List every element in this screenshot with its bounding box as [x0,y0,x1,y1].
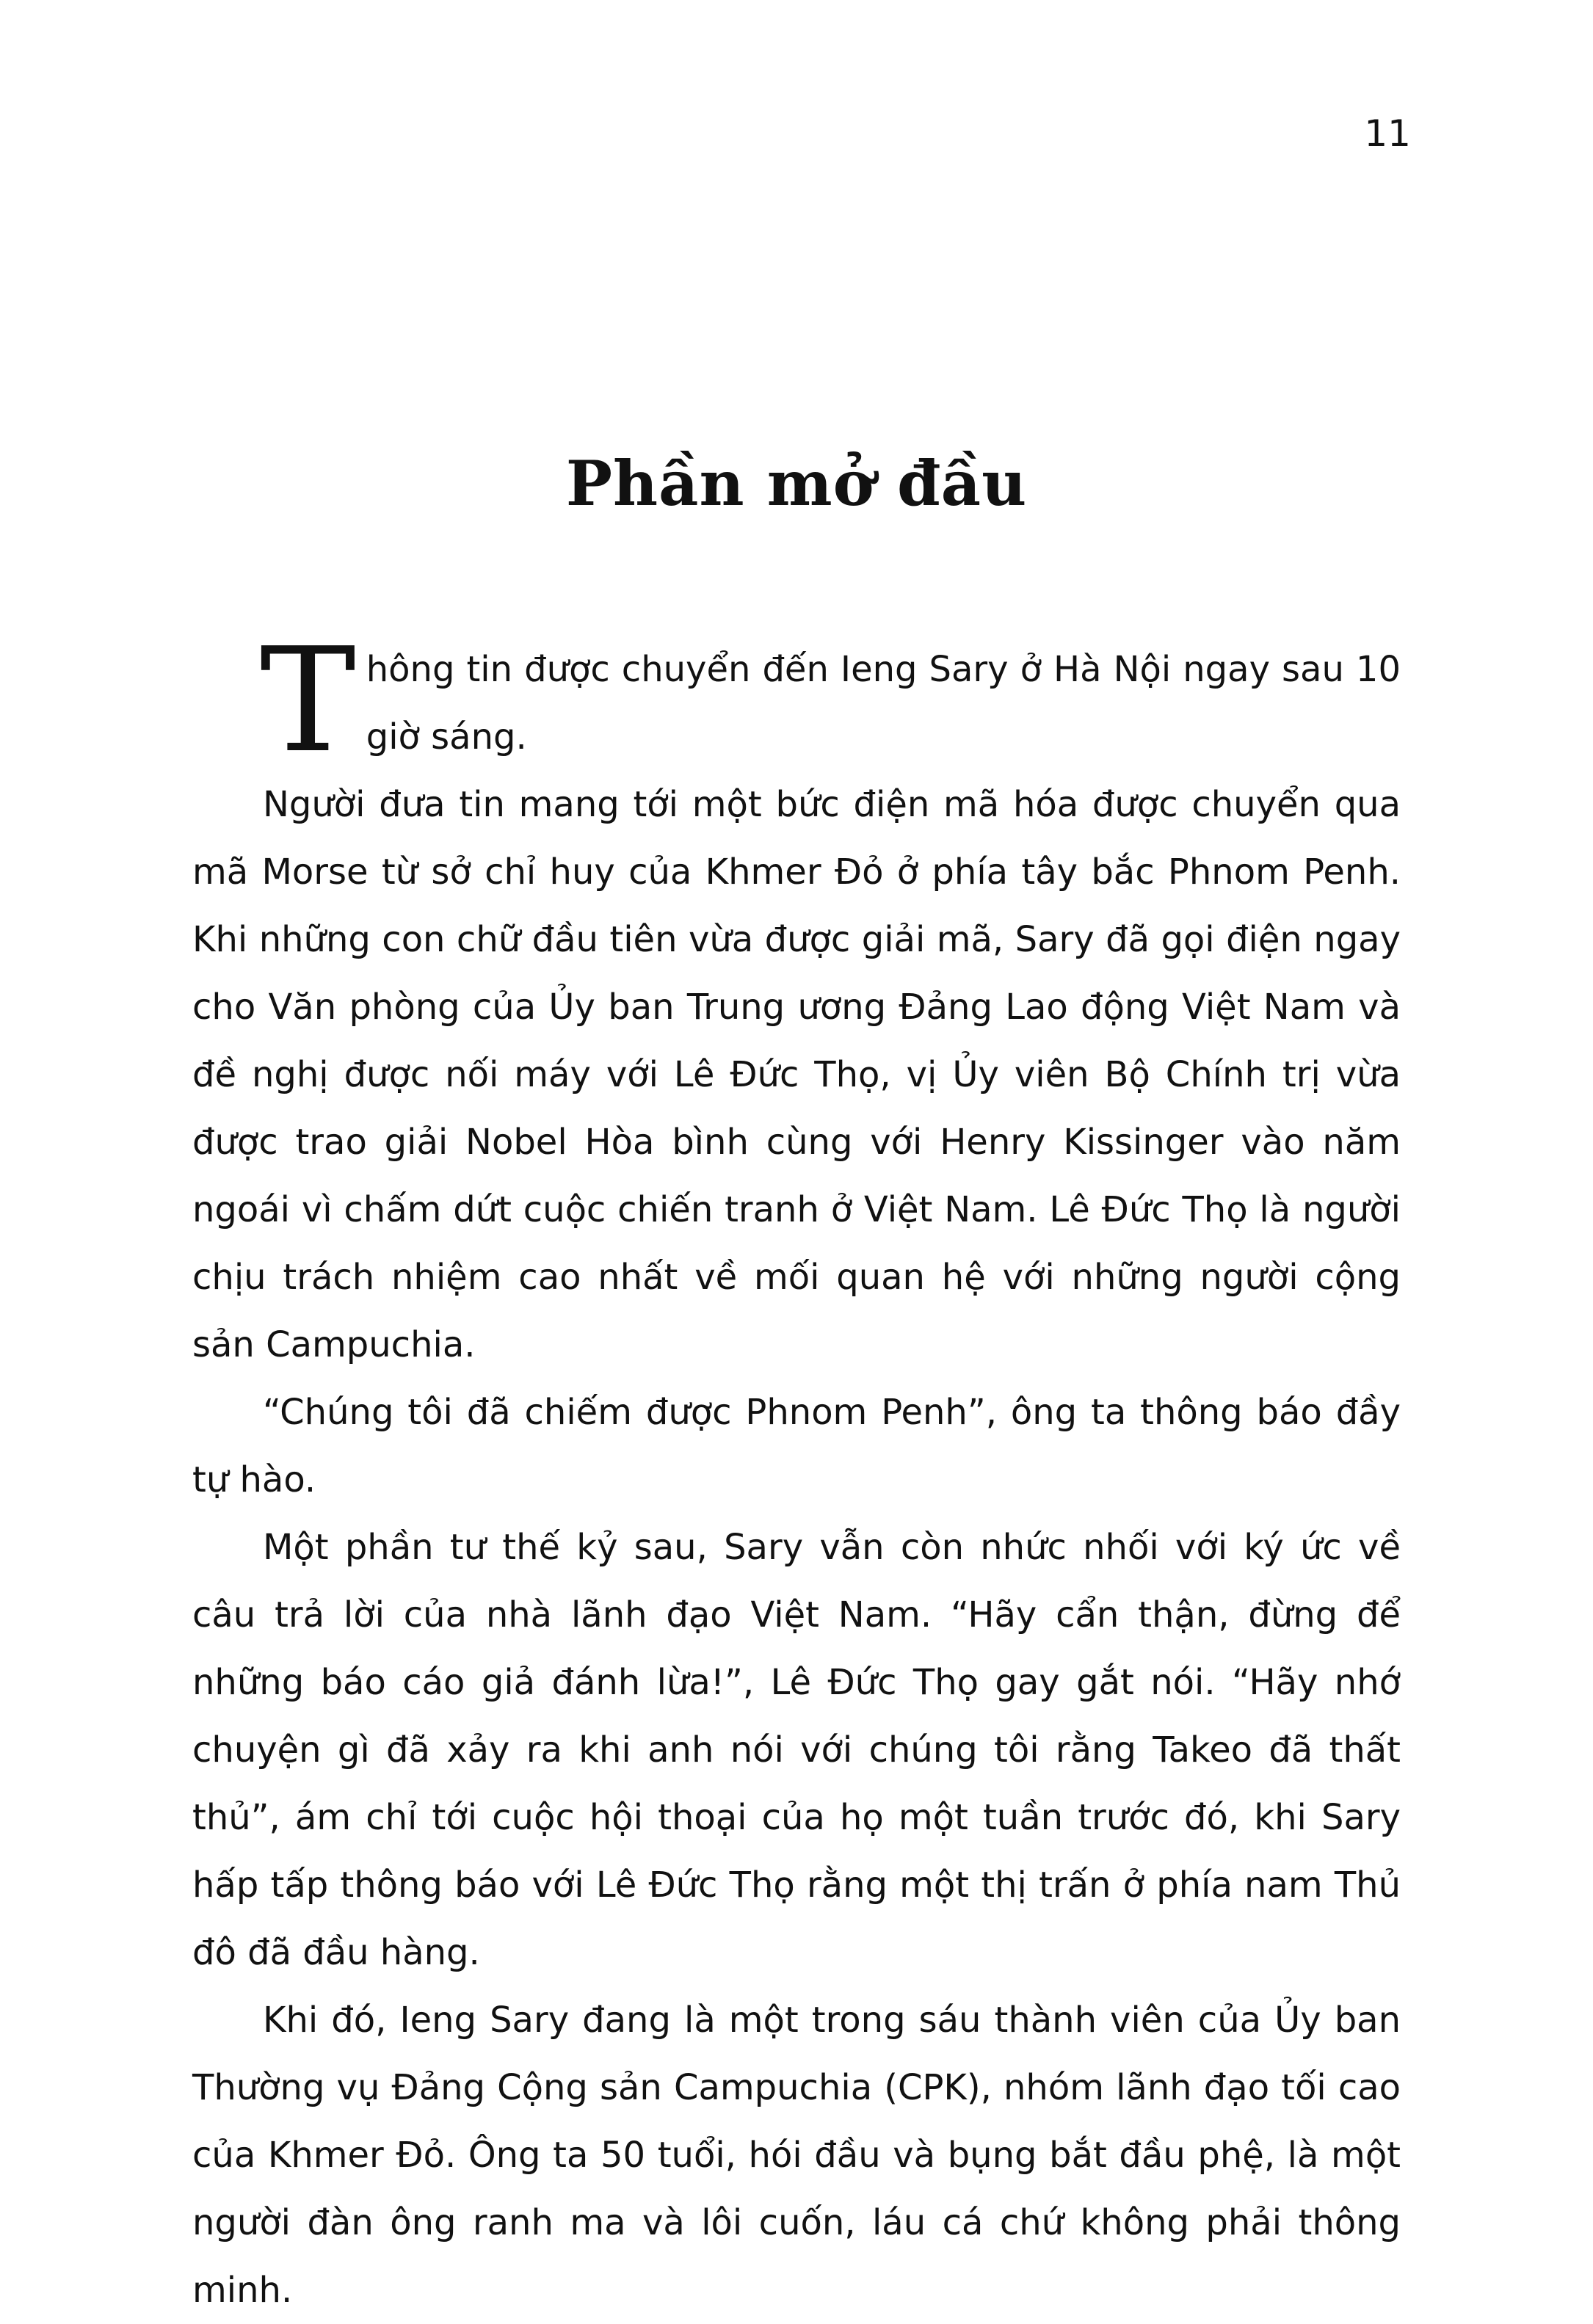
paragraph [192,617,1401,785]
paragraph: Khi đó, Ieng Sary đang là một trong sáu thành viên của Ủy ban Thường vụ Đảng Cộng sản Campuchia (CPK), nhóm lãnh đạo tối cao của Khmer Đỏ. Ông ta 50 tuổi, hói đầu và bụng bắt đầu phệ, là một người đàn ông ranh ma và lôi cuốn, láu cá chứ không phải thông minh. [192,2000,1401,2311]
page-number: 11 [1364,112,1411,155]
paragraph-text: hông tin được chuyển đến Ieng Sary ở Hà Nội ngay sau 10 giờ sáng. [366,649,1401,758]
paragraph: Một phần tư thế kỷ sau, Sary vẫn còn nhức nhối với ký ức về câu trả lời của nhà lãnh đạo Việt Nam. “Hãy cẩn thận, đừng để những báo cáo giả đánh lừa!”, Lê Đức Thọ gay gắt nói. “Hãy nhớ chuyện gì đã xảy ra khi anh nói với chúng tôi rằng Takeo đã thất thủ”, ám chỉ tới cuộc hội thoại của họ một tuần trước đó, khi Sary hấp tấp thông báo với Lê Đức Thọ rằng một thị trấn ở phía nam Thủ đô đã đầu hàng. [192,1527,1401,1973]
paragraph: Người đưa tin mang tới một bức điện mã hóa được chuyển qua mã Morse từ sở chỉ huy của Khmer Đỏ ở phía tây bắc Phnom Penh. Khi những con chữ đầu tiên vừa được giải mã, Sary đã gọi điện ngay cho Văn phòng của Ủy ban Trung ương Đảng Lao động Việt Nam và đề nghị được nối máy với Lê Đức Thọ, vị Ủy viên Bộ Chính trị vừa được trao giải Nobel Hòa bình cùng với Henry Kissinger vào năm ngoái vì chấm dứt cuộc chiến tranh ở Việt Nam. Lê Đức Thọ là người chịu trách nhiệm cao nhất về mối quan hệ với những người cộng sản Campuchia. [192,784,1401,1365]
paragraph: “Chúng tôi đã chiếm được Phnom Penh”, ông ta thông báo đầy tự hào. [192,1392,1401,1500]
body-text [192,617,1401,2324]
drop-cap: T [260,617,356,785]
chapter-title: Phần mở đầu [565,447,1028,520]
